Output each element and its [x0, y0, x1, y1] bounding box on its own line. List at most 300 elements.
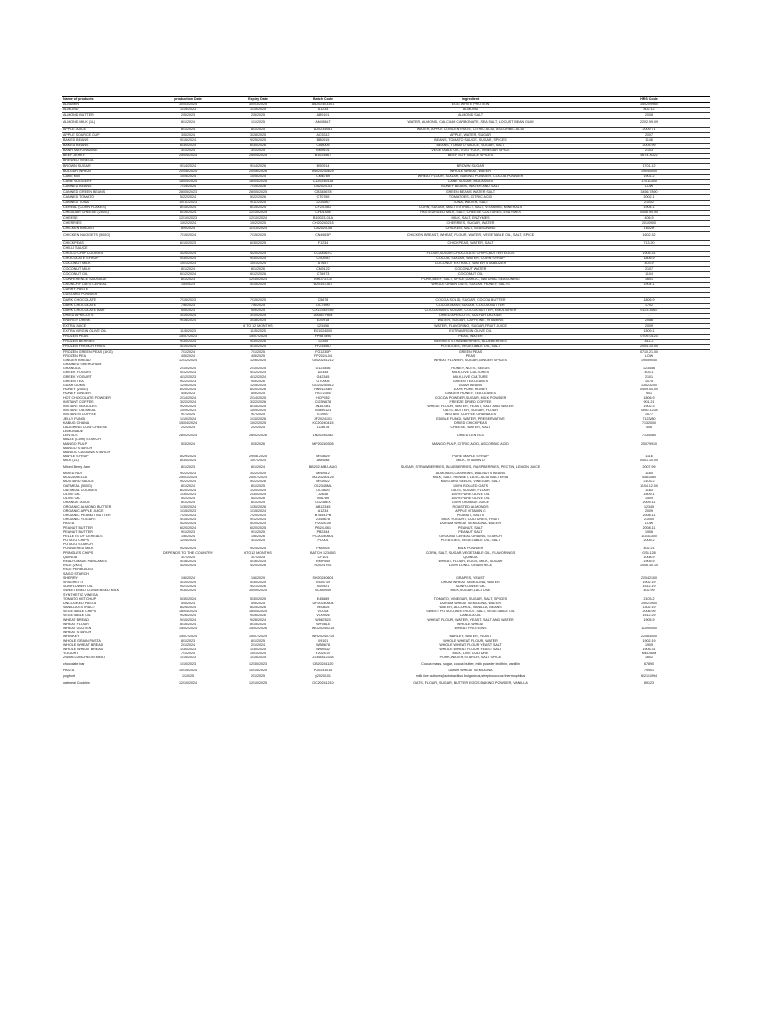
cell-expiry-date: 5/5/2025: [251, 601, 265, 605]
cell-production-date: 15/04/2024: [179, 421, 197, 425]
cell-hrs-code: 406: [646, 425, 652, 429]
cell-name: CONFERENCE SAUSAGE: [62, 277, 153, 282]
cell-hrs-code: 1806.9: [643, 396, 655, 400]
cell-batch-code: AB9101: [293, 113, 353, 118]
cell-batch-code: Y2024-07: [315, 651, 331, 656]
cell-batch-code: WB5678: [316, 643, 330, 647]
cell-hrs-code: 2009.11: [642, 501, 656, 505]
cell-batch-code: BATCH 12345G: [310, 551, 336, 555]
cell-batch-code: 1234567: [293, 200, 353, 205]
cell-hrs-code: 1116: [645, 454, 653, 459]
cell-expiry-date: 1/20/2025: [250, 488, 266, 492]
cell-expiry-date: 10/1/2024: [250, 651, 266, 656]
cell-name: INSTANTN COFFEE: [63, 413, 97, 417]
cell-name: CANE SUGGERY: [62, 179, 153, 184]
cell-batch-code: X0890123: [314, 408, 332, 413]
cell-name: SUNFLOWER OIL: [63, 584, 93, 589]
cell-expiry-date: 28/02/2026: [249, 433, 267, 438]
cell-production-date: 5/30/2024: [180, 597, 196, 601]
cell-name: PASTA: [63, 522, 75, 526]
cell-ingredient: BONEY BEANS, WATER AND SALT: [353, 185, 588, 190]
cell-batch-code: UP20240504: [312, 601, 334, 605]
cell-batch-code: AJ0234081: [293, 128, 353, 133]
cell-batch-code: AM456LT: [293, 118, 353, 128]
cell-expiry-date: 7/15/2025: [223, 298, 293, 303]
cell-hrs-code: 901: [646, 392, 652, 396]
cell-ingredient: MILK,LIVE CULTURE: [453, 375, 488, 379]
cell-batch-code: A1234: [293, 108, 353, 113]
cell-production-date: 2/10/2024: [180, 366, 196, 371]
cell-hrs-code: 1509.1: [643, 492, 655, 497]
cell-production-date: 9/10/2024: [180, 618, 196, 622]
cell-expiry-date: 3/22/2026: [250, 400, 266, 404]
cell-ingredient: VEGETABLE OIL, EGG YOLK, VINEGAR SPICE: [353, 148, 588, 153]
cell-batch-code: PB24-061: [315, 526, 331, 530]
cell-expiry-date: 10/2/2025: [250, 421, 266, 425]
cell-hrs-code: 8/21/1994: [641, 674, 657, 679]
cell-production-date: 5/22/2024: [153, 195, 223, 200]
cell-hrs-code: 1006.30.10: [640, 563, 658, 568]
cell-name: CHOCOLATE SYRUP: [62, 256, 153, 261]
cell-ingredient: DURUM WHEAT SEMOLINA, WATER: [439, 601, 502, 605]
header-ingredient: ingredient: [353, 97, 588, 103]
cell-batch-code: WH20240715: [312, 635, 334, 639]
cell-expiry-date: 8/1/2025: [223, 128, 293, 133]
cell-name: CHICKEN BREAST: [62, 226, 153, 231]
cell-production-date: 4/10/2024: [180, 580, 196, 584]
cell-hrs-code: 1512.29: [642, 614, 656, 618]
cell-hrs-code: 0123-4567: [588, 308, 710, 313]
cell-production-date: 2/1/2024: [181, 643, 195, 647]
cell-production-date: 10/5/2024: [153, 174, 223, 179]
cell-expiry-date: 10/1/2025: [223, 262, 293, 267]
cell-batch-code: E01024000: [293, 329, 353, 334]
cell-ingredient: WHEAT FLOUR, SUGAR, BAKING POWDER, COCOA POWDER: [353, 174, 588, 179]
cell-name: POTATO CHIPS: [63, 538, 90, 543]
cell-hrs-code: 21000: [644, 517, 654, 522]
cell-production-date: 15/07/2023: [153, 334, 223, 339]
cell-hrs-code: 2103.2: [643, 480, 655, 484]
cell-batch-code: ZLM4412334: [312, 656, 334, 660]
cell-batch-code: E20918: [293, 319, 353, 324]
cell-ingredient: POTATOES, VEGETABLE OIL, SALT: [440, 538, 501, 543]
cell-ingredient: Cocoa mass, sugar, cocoa butter, milk powder lecithin, vanillin: [421, 661, 520, 666]
cell-production-date: 4/20/2024: [153, 251, 223, 256]
cell-ingredient: MUSTARD SEEDS, VINEGAR, SALT: [440, 480, 501, 484]
cell-production-date: 18/04/2024: [179, 609, 197, 614]
cell-batch-code: SH20240601: [312, 576, 334, 580]
cell-batch-code: PM0924: [316, 547, 330, 551]
cell-production-date: 9/22/2024: [180, 480, 196, 484]
cell-hrs-code: 1702: [588, 303, 710, 308]
cell-expiry-date: 18/04/2025: [249, 609, 267, 614]
cell-name: CANNED TUNA: [62, 200, 153, 205]
cell-hrs-code: 2004.10.00: [588, 345, 710, 350]
cell-name: DRIED APRICOTS: [62, 313, 153, 318]
cell-name: PELLETS OF CEREALS: [63, 534, 103, 538]
cell-name: RICE (2KG): [63, 563, 83, 568]
cell-expiry-date: 9/21/2026: [250, 584, 266, 589]
cell-batch-code: A7657: [293, 262, 353, 267]
cell-batch-code: FF234567: [293, 345, 353, 350]
cell-production-date: 28/02/2024: [179, 433, 197, 438]
cell-hrs-code: 402.99: [643, 589, 655, 593]
cell-batch-code: P2024-05: [315, 522, 331, 526]
cell-name: CHICKPEAS: [62, 241, 153, 246]
header-batch-code: Batch Code: [293, 97, 353, 103]
cell-expiry-date: 2/30/2025: [250, 492, 266, 497]
cell-production-date: 20/06/2024: [153, 169, 223, 174]
cell-expiry-date: 1/10/2026: [250, 417, 266, 421]
cell-ingredient: WATER, SUGAR, CAFFEINE, VITAMINS: [353, 319, 588, 324]
cell-name: DARK CHOCOLATE: [62, 298, 153, 303]
cell-expiry-date: 1/30/2026: [250, 505, 266, 509]
cell-batch-code: C76973: [293, 272, 353, 277]
cell-hrs-code: 89123: [644, 681, 654, 685]
cell-hrs-code: 2008.11: [642, 526, 656, 530]
cell-hrs-code: 0406.90.90: [588, 211, 710, 216]
cell-name: SAGO STARCH: [63, 572, 89, 576]
cell-batch-code: CF101: [317, 555, 329, 559]
cell-hrs-code: 0401.10.00: [640, 459, 658, 463]
cell-expiry-date: 12/10/2025: [249, 681, 267, 685]
cell-production-date: 2/14/2024: [180, 396, 196, 400]
cell-name: FROZEN GREEN PEAS (1KG): [63, 349, 113, 354]
cell-hrs-code: 2008.99: [642, 609, 656, 614]
cell-batch-code: CB20241120: [312, 661, 334, 666]
cell-batch-code: DC7890: [293, 303, 353, 308]
cell-ingredient: 100% ROLLED OATS: [452, 484, 489, 488]
cell-name: BANH MAYONNAISE: [62, 148, 153, 153]
cell-hrs-code: 2088: [588, 319, 710, 324]
cell-ingredient: MILK, VITAMIN D: [456, 459, 485, 463]
cell-production-date: 5/5/2023: [153, 308, 223, 313]
cell-hrs-code: -: [588, 313, 710, 318]
cell-name: PASTA: [63, 668, 75, 673]
cell-production-date: 11/5/2023: [153, 329, 223, 334]
cell-batch-code: CB2024-08: [293, 226, 353, 231]
cell-name: MAIZE (Corn) STARCH: [63, 438, 101, 442]
cell-hrs-code: 12345: [644, 505, 654, 509]
cell-ingredient: GINGER HONEY, TEA LEAVES: [445, 392, 496, 396]
cell-name: CHILLI SAUCE: [62, 246, 153, 251]
cell-expiry-date: 4/5/2025: [251, 354, 265, 358]
cell-ingredient: TOMATO, VINEGAR, SUGAR, SALT, SPICES: [433, 597, 508, 601]
cell-batch-code: CN4563P: [293, 231, 353, 241]
cell-production-date: 6/10/2023: [153, 241, 223, 246]
cell-expiry-date: 2/14/2025: [250, 396, 266, 400]
cell-production-date: 1/15/2023: [153, 108, 223, 113]
cell-name: CANNED TOMATO: [62, 195, 153, 200]
cell-ingredient: 100% PURE OLIVE OIL: [451, 496, 490, 501]
cell-production-date: 9/20/2024: [180, 404, 196, 408]
cell-hrs-code: 13023200: [641, 383, 657, 388]
cell-ingredient: WHOLE WHEAT FLOUR, WATER: [443, 639, 498, 643]
cell-production-date: 8/25/2024: [180, 605, 196, 610]
cell-expiry-date: 7/15/2025: [223, 231, 293, 241]
cell-name: BREWED VINEGA: [62, 159, 153, 164]
cell-hrs-code: 2008: [588, 113, 710, 118]
cell-expiry-date: 3/18/2025: [223, 319, 293, 324]
cell-ingredient: OATS, FLOUR, SUGAR, BUTTER EGGS BAKING POWDER, VANILLA: [413, 681, 528, 685]
cell-expiry-date: 6/20/2026: [250, 387, 266, 392]
cell-name: HOT CHOCOLATE POWDER: [63, 396, 111, 400]
cell-hrs-code: 1077: [645, 413, 653, 417]
cell-name: COCONUT OIL: [62, 272, 153, 277]
cell-batch-code: IC0907: [317, 413, 329, 417]
cell-batch-code: 12345: [293, 339, 353, 344]
cell-ingredient: CANE SUGAR, MOLASSES: [353, 179, 588, 184]
cell-production-date: 1/30/2023: [180, 647, 196, 651]
cell-production-date: 4/5/2024: [181, 354, 195, 358]
cell-production-date: 8/9/2024: [153, 226, 223, 231]
cell-batch-code: SCM0949: [315, 589, 331, 593]
cell-production-date: 1/10/2024: [180, 417, 196, 421]
cell-production-date: 8/29/2024: [180, 454, 196, 459]
cell-hrs-code: GSI-128: [642, 551, 656, 555]
cell-hrs-code: 2009: [645, 509, 653, 513]
cell-name: RICE PERBOILED: [63, 568, 94, 572]
cell-production-date: 8/1/2024: [153, 118, 223, 128]
cell-production-date: 8/20/2024: [180, 488, 196, 492]
cell-hrs-code: 7134080: [642, 433, 656, 438]
cell-name: JELLY FUNGI: [63, 417, 86, 421]
cell-production-date: 9/26/2024: [180, 614, 196, 618]
cell-batch-code: KC20240415: [312, 421, 334, 425]
cell-ingredient: COCOA POWDER,SUGAR, MILK POWDER: [434, 396, 507, 400]
cell-name: WHOLE WHEAT BREAD: [63, 643, 104, 647]
cell-production-date: 1/6/2024: [181, 534, 195, 538]
cell-expiry-date: 3/10/2025: [223, 313, 293, 318]
cell-ingredient: PEANUT SALT: [458, 530, 483, 534]
cell-name: APPLE JUICE: [62, 128, 153, 133]
cell-ingredient: WHOLE WHEAT, WATER: [353, 169, 588, 174]
cell-expiry-date: 6/12/2026: [223, 272, 293, 277]
cell-expiry-date: 1/30/2025: [250, 647, 266, 651]
cell-batch-code: B1024567: [293, 153, 353, 158]
cell-hrs-code: 1104: [588, 272, 710, 277]
cell-batch-code: GG20240512: [312, 383, 334, 388]
cell-hrs-code: 1905.9: [643, 559, 655, 564]
cell-hrs-code: 1601: [588, 277, 710, 282]
cell-hrs-code: 1905.31: [642, 647, 656, 651]
cell-name: APPLE SOURCE CUP: [62, 133, 153, 138]
cell-hrs-code: 2009: [588, 324, 710, 329]
cell-batch-code: VO0926: [316, 614, 330, 618]
cell-batch-code: 123456: [293, 324, 353, 329]
cell-name: ALMOND: [62, 108, 153, 113]
cell-batch-code: CT0789: [293, 195, 353, 200]
cell-production-date: DEPENDS TO THE COUNTRY: [162, 551, 214, 555]
cell-ingredient: WATER, ALMOND, CALCIUM CARBONATE, SEA SALT, LOCUST BEAN GUM: [353, 118, 588, 128]
cell-hrs-code: LOW: [588, 185, 710, 190]
cell-expiry-date: 25/07/2024: [249, 475, 267, 480]
cell-ingredient: OATS, BUTTER, SUGAR, FLOUR: [443, 408, 498, 413]
cell-name: MILK (1L): [63, 459, 79, 463]
cell-name: WHEAT BREAD: [63, 618, 90, 622]
cell-name: INSTANT COFFEE: [63, 400, 94, 404]
cell-name: ALBUMIN: [62, 102, 153, 107]
cell-batch-code: B10023-01A: [293, 216, 353, 221]
cell-expiry-date: 10/2/2025: [223, 221, 293, 226]
cell-expiry-date: 29/08.2025: [249, 454, 267, 459]
cell-hrs-code: 1806.9: [588, 256, 710, 261]
cell-name: SHERRY: [63, 576, 78, 580]
cell-expiry-date: 15/02/2026: [249, 626, 267, 631]
cell-batch-code: PC20240601: [312, 534, 334, 538]
cell-ingredient: CHICKEN BREAST, WHEAT, FLOUR, WATER, VEGETABLE OIL, SALT, SPICE: [353, 231, 588, 241]
cell-batch-code: A1234: [317, 509, 329, 513]
cell-expiry-date: 5/16/2025: [250, 559, 266, 564]
cell-expiry-date: 9/11/2025: [223, 200, 293, 205]
cell-name: MAPLE SYRUP: [63, 454, 89, 459]
cell-name: PRINGLES CHIPS: [63, 551, 94, 555]
cell-expiry-date: 20/06/2026: [223, 169, 293, 174]
cell-expiry-date: 5/20/2024: [250, 522, 266, 526]
cell-hrs-code: 67890: [644, 661, 654, 666]
cell-expiry-date: 12/10/2024: [223, 216, 293, 221]
cell-production-date: 1/15/2023: [180, 656, 196, 660]
cell-hrs-code: LOW: [644, 522, 654, 526]
cell-ingredient: MILK, SALT, RENNET, LATIC ACID BACTERIA: [432, 475, 509, 480]
cell-name: OATMEAL (500G): [63, 484, 92, 488]
cell-hrs-code: 22042100: [641, 576, 657, 580]
cell-ingredient: TOMATOES, CITRIC ACID: [353, 195, 588, 200]
cell-expiry-date: 10/15/2025: [249, 668, 267, 673]
cell-production-date: 7/15/2024: [153, 185, 223, 190]
cell-batch-code: VC034: [317, 609, 329, 614]
cell-hrs-code: 22083000: [641, 635, 657, 639]
cell-ingredient: HONEY, NUTS, SEEDS: [451, 366, 490, 371]
cell-hrs-code: 1904.1: [588, 205, 710, 210]
cell-hrs-code: 1104.12.00: [640, 484, 658, 488]
cell-name: GREEK YOGURT: [63, 375, 92, 379]
cell-name: chocolate bar: [63, 661, 85, 666]
cell-expiry-date: 2/10/2025: [250, 366, 266, 371]
cell-expiry-date: 2/5/2025: [223, 113, 293, 118]
cell-hrs-code: MEDIUM: [641, 651, 657, 656]
cell-batch-code: VE0825: [316, 605, 330, 610]
cell-hrs-code: 11090000: [641, 626, 657, 631]
cell-hrs-code: 713.20: [588, 241, 710, 246]
cell-production-date: 8/1/2024: [153, 267, 223, 272]
cell-batch-code: O12345ML: [314, 484, 332, 488]
cell-batch-code: FG1230P: [315, 349, 331, 354]
cell-batch-code: FP987890: [293, 334, 353, 339]
cell-production-date: 6/20/2024: [180, 387, 196, 392]
cell-hrs-code: 4061080: [642, 475, 656, 480]
cell-batch-code: CM0122: [293, 267, 353, 272]
cell-name: COCONUT MILK: [62, 267, 153, 272]
cell-name: EXTRA VIRGIN OLIVE OIL: [62, 329, 153, 334]
cell-ingredient: OATS, SUGAR, FLOUR: [451, 488, 490, 492]
cell-name: INSTANT NOODLES: [63, 404, 97, 408]
cell-name: POTATO STARCH: [63, 542, 93, 547]
cell-name: ORGANIC PEANUT BUTTER: [63, 513, 111, 517]
cell-production-date: 3/1/2024: [153, 148, 223, 153]
cell-production-date: 3/10/2024: [153, 313, 223, 318]
cell-name: GRANOLA: [63, 366, 81, 371]
cell-production-date: 1/10/2023: [180, 661, 196, 666]
cell-expiry-date: 8/1/2025: [251, 484, 265, 488]
cell-ingredient: BROWN SUGAR: [353, 164, 588, 169]
cell-expiry-date: 8/1/2025: [251, 501, 265, 505]
cell-name: LEMONADE: [63, 429, 84, 434]
cell-ingredient: BEANS, TOMATO SAUCE, SUGAR, SPICES: [353, 138, 588, 143]
cell-hrs-code: 2103.2: [643, 597, 655, 601]
cell-name: VEGETABLE OIL: [63, 614, 91, 618]
cell-batch-code: GB20241212: [312, 358, 334, 362]
cell-hrs-code: 0710.21.00: [640, 349, 658, 354]
cell-expiry-date: 5/22/2026: [223, 195, 293, 200]
cell-ingredient: WHOLE WHEAT FLOUR YEAST SALT: [439, 643, 502, 647]
cell-name: CRUNCHY OATS CEREAL: [62, 282, 153, 287]
cell-ingredient: GREEN PEAS: [458, 349, 483, 354]
cell-batch-code: WG20240215: [311, 626, 335, 631]
cell-name: SPAGHETTI: [63, 580, 84, 584]
cell-hrs-code: 1075: [645, 379, 653, 383]
cell-production-date: 5/10/2024: [153, 345, 223, 350]
cell-name: PEANUT BUTTER: [63, 530, 93, 534]
cell-production-date: 9/30/2024: [180, 589, 196, 593]
cell-hrs-code: 1901.2: [588, 174, 710, 179]
cell-expiry-date: 8/15/2025: [250, 404, 266, 408]
cell-hrs-code: 402.21: [643, 547, 655, 551]
cell-production-date: 10/9/2023: [180, 408, 196, 413]
cell-name: CHERRIES: [62, 221, 153, 226]
cell-hrs-code: 2010900: [588, 221, 710, 226]
cell-expiry-date: 8/1/2024: [251, 464, 265, 469]
cell-ingredient: CORN, SUGAR, MALT EXTRACT, SALT, VITAMINS, MINERALS: [353, 205, 588, 210]
cell-production-date: 18/04/2024: [153, 179, 223, 184]
cell-expiry-date: 7/20/2024: [250, 513, 266, 517]
cell-batch-code: CX12345789: [293, 308, 353, 313]
cell-hrs-code: 1602.32: [588, 231, 710, 241]
cell-ingredient: PORK,BEEF, SALT, SPICE,GARLIC, NATURAL SEASONING: [353, 277, 588, 282]
cell-expiry-date: 9/1/2025: [251, 530, 265, 534]
cell-batch-code: P20241015: [313, 668, 333, 673]
cell-production-date: 3/22/2024: [180, 400, 196, 404]
cell-ingredient: ALMOND SALT: [353, 113, 588, 118]
cell-production-date: 1/30/2024: [180, 505, 196, 509]
cell-name: CANNED BEANS: [62, 185, 153, 190]
cell-production-date: 8/1/2024: [153, 128, 223, 133]
cell-hrs-code: 7123/80: [642, 417, 656, 421]
cell-hrs-code: 1902.19: [642, 639, 656, 643]
header-expiry-date: Expiry Date: [223, 97, 293, 103]
cell-production-date: 7/15/2023: [153, 298, 223, 303]
cell-production-date: 8/1/2024: [181, 484, 195, 488]
cell-batch-code: R2024 RG: [314, 563, 332, 568]
cell-name: CANNED GREEN BEANS: [62, 190, 153, 195]
cell-hrs-code: 5674-4022: [588, 153, 710, 158]
cell-production-date: 7/6/2023: [153, 303, 223, 308]
cell-hrs-code: 403.1: [644, 371, 654, 375]
cell-hrs-code: 2202.99.09: [588, 118, 710, 128]
cell-name: CHICKEN NUGGETS (500G): [62, 231, 153, 241]
cell-production-date: 4/12/2023: [180, 375, 196, 379]
cell-batch-code: W567823: [315, 618, 331, 622]
table-row: [62, 463, 710, 472]
cell-ingredient: WATER, ALCOHOL, VANILLA, BEANS: [439, 605, 502, 610]
cell-ingredient: 100% PURE OLIVE OIL: [451, 492, 490, 497]
cell-ingredient: CHEESE, WATER, SALT: [450, 425, 491, 429]
cell-batch-code: A6202403301: [293, 102, 353, 107]
cell-hrs-code: -: [648, 622, 650, 626]
cell-ingredient: COCONUT EXTRACT, WATER STABILIZER: [353, 262, 588, 267]
cell-expiry-date: 30/09/2025: [249, 589, 267, 593]
cell-hrs-code: LOW: [644, 354, 654, 358]
